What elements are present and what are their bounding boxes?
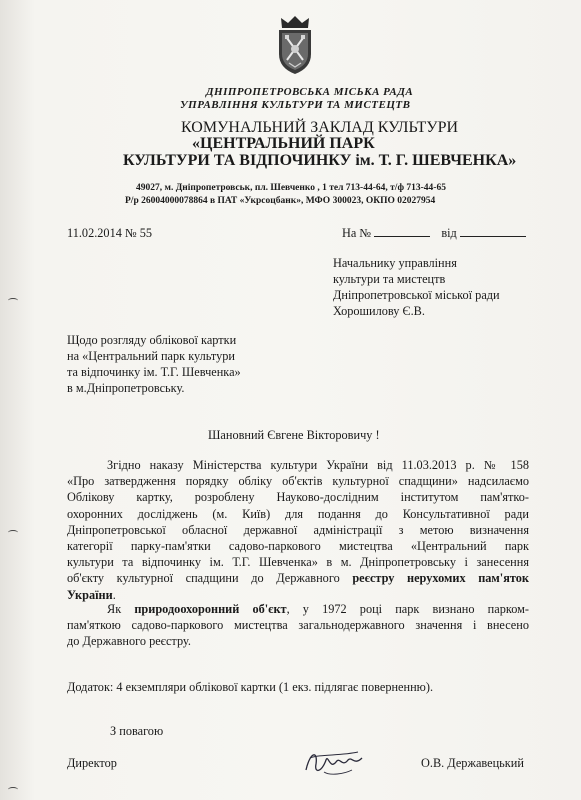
addressee-line: культури та мистецтв — [333, 272, 446, 286]
incoming-number-blank — [374, 226, 430, 237]
paragraph-line: Дніпропетровської обласної державної адміністрації з метою визначення — [67, 522, 529, 537]
closing: З повагою — [110, 724, 164, 738]
paragraph-line: охоронних досліджень (м. Київ) для подання до Консультативної ради — [67, 506, 529, 521]
council-name: ДНІПРОПЕТРОВСЬКА МІСЬКА РАДА — [206, 86, 414, 98]
addressee-line: Начальнику управління — [333, 256, 457, 270]
paragraph-line — [67, 570, 529, 586]
paragraph-line: Згідно наказу Міністерства культури України від 11.03.2013 р. № 158 — [107, 458, 529, 472]
org-name-line2: КУЛЬТУРИ ТА ВІДПОЧИНКУ ім. Т. Г. ШЕВЧЕНКА» — [123, 152, 517, 169]
subject-line: та відпочинку ім. Т.Г. Шевченка» — [67, 365, 241, 379]
org-name-line1: «ЦЕНТРАЛЬНИЙ ПАРК — [192, 135, 375, 152]
body-paragraph-2 — [67, 601, 529, 650]
addressee-line: Дніпропетровської міської ради — [333, 288, 500, 302]
paragraph-line: до Державного реєстру. — [67, 634, 191, 649]
org-address: 49027, м. Дніпропетровськ, пл. Шевченко , 1 тел 713-44-64, т/ф 713-44-65 — [136, 183, 446, 193]
signatory-position: Директор — [67, 756, 117, 770]
paragraph-text: Як — [107, 602, 135, 616]
subject-line: в м.Дніпропетровську. — [67, 381, 185, 395]
coat-of-arms-emblem-icon — [275, 14, 315, 76]
paragraph-line: категорії парку-пам'ятки садово-паркового мистецтва «Центральний парк — [67, 538, 529, 553]
doc-date-number: 11.02.2014 № 55 — [67, 226, 153, 240]
register-emphasis: України — [67, 587, 113, 602]
salutation: Шановний Євгене Вікторовичу ! — [208, 428, 380, 442]
incoming-date-label: від — [441, 226, 457, 240]
paragraph-line: культури та відпочинку ім. Т.Г. Шевченка» в м. Дніпропетровську і занесення — [67, 555, 529, 570]
register-emphasis: реєстру нерухомих пам'яток — [352, 571, 529, 586]
signatory-name: О.В. Державецький — [421, 756, 524, 770]
subject-line: на «Центральний парк культури — [67, 349, 235, 363]
department-name: УПРАВЛІННЯ КУЛЬТУРИ ТА МИСТЕЦТВ — [180, 99, 411, 111]
paragraph-line — [67, 601, 529, 617]
margin-mark — [8, 787, 18, 792]
margin-mark — [8, 530, 18, 535]
paragraph-line: «Про затвердження порядку обліку об'єктів культурної спадщини» надсилаємо — [67, 474, 529, 489]
handwritten-signature-icon — [300, 744, 370, 778]
incoming-date-blank — [460, 226, 526, 237]
incoming-number-label: На № — [342, 226, 372, 240]
paragraph-line: Облікову картку, розроблену Науково-дослідним інститутом пам'ятко- — [67, 490, 529, 505]
paragraph-text: об'єкту культурної спадщини до Державного — [67, 571, 353, 586]
paragraph-line: пам'яткою садово-паркового мистецтва загальнодержавного значення і внесено — [67, 618, 529, 633]
addressee-line: Хорошилову Є.В. — [333, 304, 425, 318]
paragraph-text: . — [112, 587, 116, 602]
margin-mark — [8, 298, 18, 303]
body-paragraph-1 — [67, 457, 529, 603]
paragraph-text: , у 1972 році парк визнано парком- — [286, 602, 529, 616]
org-bank-details: Р/р 26004000078864 в ПАТ «Укрсоцбанк», МФО 300023, ОКПО 02027954 — [125, 196, 436, 206]
nature-object-emphasis: природоохоронний об'єкт — [134, 602, 287, 616]
subject-line: Щодо розгляду облікової картки — [67, 333, 237, 347]
org-type: КОМУНАЛЬНИЙ ЗАКЛАД КУЛЬТУРИ — [181, 119, 459, 136]
attachment-note: Додаток: 4 екземпляри облікової картки (1 екз. підлягає поверненню). — [67, 680, 434, 694]
incoming-ref — [342, 226, 526, 241]
